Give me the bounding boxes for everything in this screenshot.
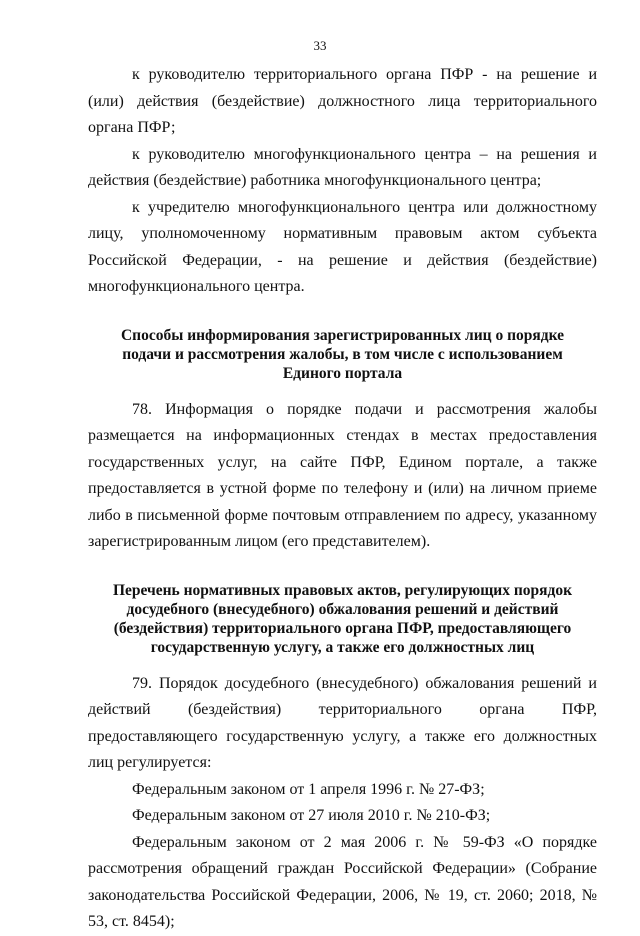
paragraph-79: 79. Порядок досудебного (внесудебного) обжалования решений и действий (бездействия) территориального органа ПФР, предоставляющего государственную услугу, а также его должностных лиц регулируется: [88,674,597,771]
section-heading-legal-acts: Перечень нормативных правовых актов, регулирующих порядок досудебного (внесудебного) обжалования решений и действий (бездействия) территориального органа ПФР, предоставляющего государственную услугу, а также его должностных лиц [112,581,573,656]
paragraph-appeal-mfc-founder: к учредителю многофункционального центра или должностному лицу, уполномоченному нормативным правовым актом субъекта Российской Федерации, - на решение и действия (бездействие) многофункционального центра. [88,198,597,295]
paragraph-appeal-mfc-head: к руководителю многофункционального центра – на решения и действия (бездействие) работника многофункционального центра; [88,145,597,189]
law-item-210-fz: Федеральным законом от 27 июля 2010 г. № 210-ФЗ; [132,807,491,824]
law-item-27-fz: Федеральным законом от 1 апреля 1996 г. № 27-ФЗ; [132,780,485,798]
paragraph-78: 78. Информация о порядке подачи и рассмотрения жалобы размещается на информационных стендах в местах предоставления государственных услуг, на сайте ПФР, Едином портале, а также предоставляется в устной форме по телефону и (или) на личном приеме либо в письменной форме почтовым отправлением по адресу, указанному зарегистрированным лицом (его представителем). [88,400,597,550]
section-heading-informing: Способы информирования зарегистрированных лиц о порядке подачи и рассмотрения жалобы, в том числе с использованием Единого портала [120,326,565,382]
paragraph-appeal-pfr-head: к руководителю территориального органа ПФР - на решение и (или) действия (бездействие) должностного лица территориального органа ПФР; [88,66,597,136]
law-item-59-fz: Федеральным законом от 2 мая 2006 г. № 59-ФЗ «О порядке рассмотрения обращений граждан Российской Федерации» (Собрание законодательства Российской Федерации, 2006, № 19, ст. 2060; 2018, № 53, ст. 8454); [88,833,597,930]
page-content [88,62,597,936]
page-number: 33 [313,38,327,53]
